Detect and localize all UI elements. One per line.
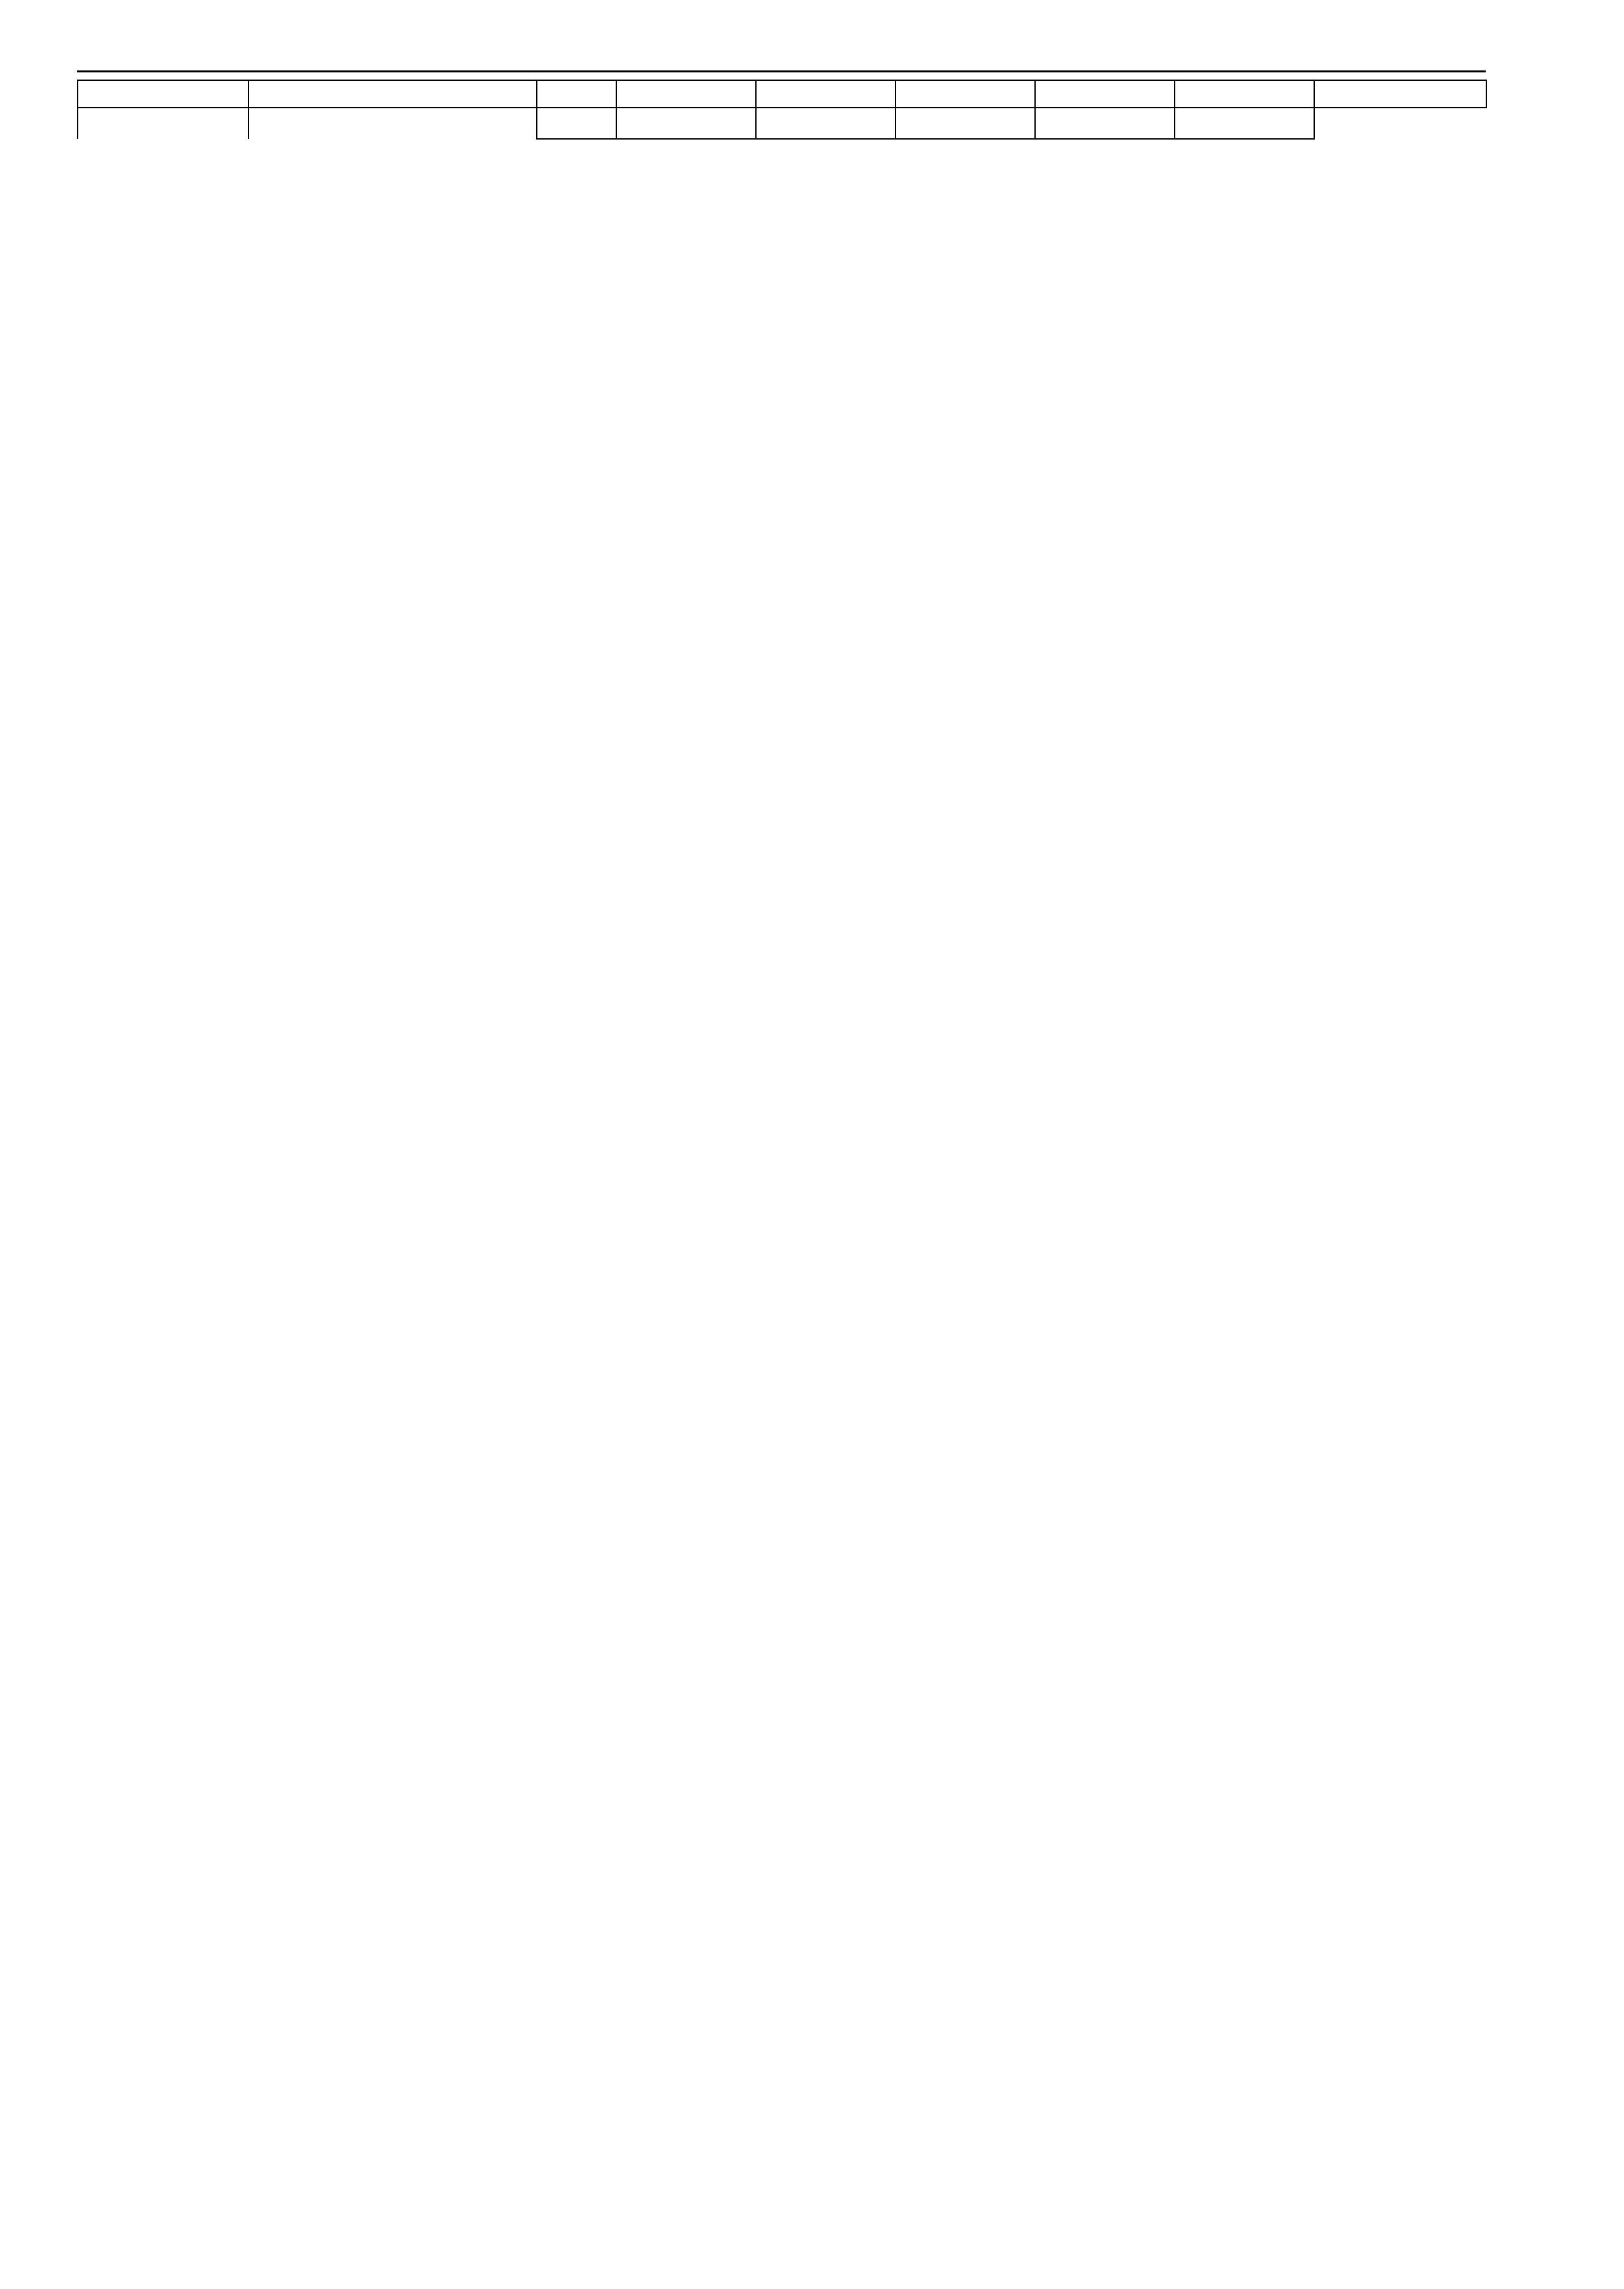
column-number xyxy=(895,80,1035,108)
column-number xyxy=(1035,80,1175,108)
column-number xyxy=(78,80,248,108)
item-code xyxy=(78,108,248,139)
column-number xyxy=(1175,80,1314,108)
value-cell xyxy=(1175,108,1314,139)
column-number-row xyxy=(78,80,1486,108)
column-number xyxy=(756,80,895,108)
value-cell xyxy=(1035,108,1175,139)
item-description xyxy=(248,108,537,139)
column-number xyxy=(537,80,616,108)
table-row xyxy=(78,108,1486,139)
column-number xyxy=(1314,80,1486,108)
header-rule xyxy=(77,70,1486,72)
rates-table xyxy=(77,80,1487,140)
value-cell xyxy=(616,108,756,139)
column-number xyxy=(248,80,537,108)
price-zone xyxy=(537,108,616,139)
value-cell xyxy=(895,108,1035,139)
value-cell xyxy=(756,108,895,139)
column-number xyxy=(616,80,756,108)
